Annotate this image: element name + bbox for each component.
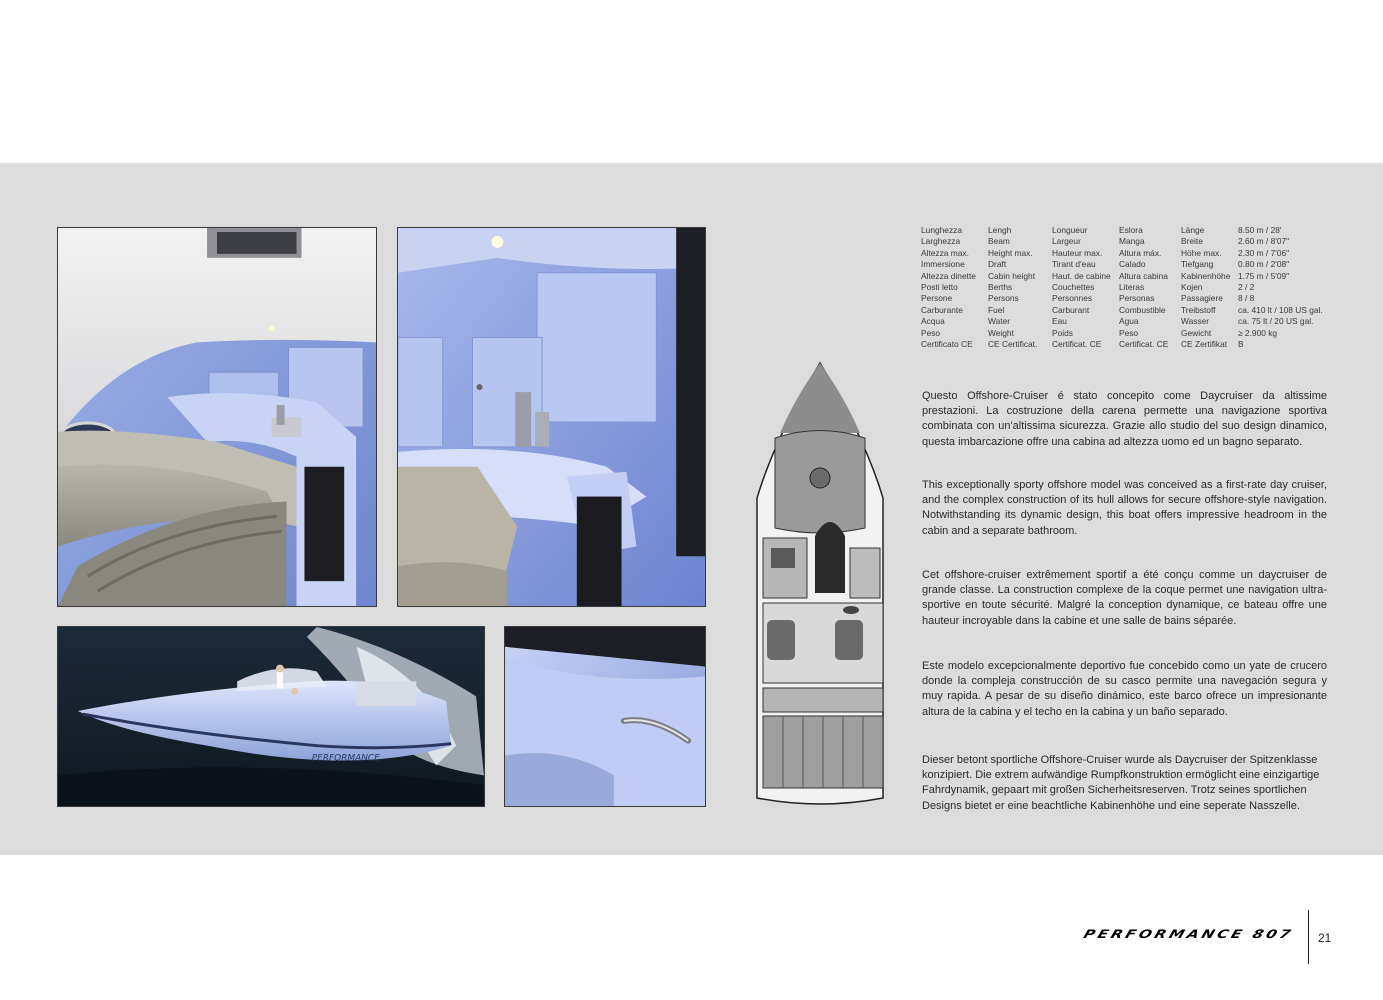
spec-row: [921, 328, 1323, 339]
spec-cell: Personas: [1119, 293, 1155, 304]
spec-cell: Persons: [988, 293, 1019, 304]
spec-row: [921, 282, 1323, 293]
spec-cell: Carburant: [1052, 304, 1090, 315]
spec-cell: CE Zertifikat: [1181, 339, 1228, 350]
spec-cell: Lunghezza: [921, 225, 962, 235]
spec-cell: Tiefgang: [1181, 259, 1214, 270]
spec-cell: Peso: [921, 327, 941, 338]
spec-cell: Larghezza: [921, 236, 961, 247]
spec-row: [921, 293, 1323, 304]
spec-cell: Immersione: [921, 259, 965, 270]
specifications-table: [921, 225, 1323, 350]
spec-cell: Berths: [988, 282, 1013, 293]
spec-cell: Certificato CE: [921, 339, 973, 350]
spec-cell: Posti letto: [921, 282, 958, 293]
spec-row: [921, 236, 1323, 247]
spec-cell: Certificat. CE: [1052, 339, 1102, 350]
spec-cell: Cabin height: [988, 270, 1036, 281]
spec-cell: Calado: [1119, 259, 1146, 270]
spec-cell: Weight: [988, 327, 1014, 338]
spec-cell: Altura máx.: [1119, 247, 1162, 258]
spec-cell: Longueur: [1052, 225, 1088, 235]
brand-logo: PERFORMANCE 807: [1081, 926, 1296, 942]
description-french: Cet offshore-cruiser extrêmement sportif a été conçu comme un daycruiser de grande classe. La construction complexe de la coque permet une navigation ultra-sportive en toute sécurité. Malgré la conception dynamique, ce bateau offre une hauteur incroyable dans la cabine et une salle de bains séparée.: [922, 569, 1327, 627]
spec-cell: Lengh: [988, 225, 1012, 235]
description-english: This exceptionally sporty offshore model was conceived as a first-rate day cruiser, and the complex construction of its hull allows for secure offshore-style navigation. Notwithstanding its dynamic design, this boat offers impressive headroom in the cabin and a separate bathroom.: [922, 479, 1327, 537]
spec-cell: ca. 410 lt / 108 US gal.: [1238, 304, 1323, 315]
spec-cell: CE Certificat.: [988, 339, 1038, 350]
spec-cell: Treibstoff: [1181, 304, 1216, 315]
spec-cell: Altezza max.: [921, 247, 969, 258]
spec-cell: Beam: [988, 236, 1010, 247]
spec-row: [921, 316, 1323, 327]
spec-cell: Höhe max.: [1181, 247, 1222, 258]
spec-cell: 2.30 m / 7'06": [1238, 247, 1290, 258]
spec-cell: Certificat. CE: [1119, 339, 1169, 350]
spec-cell: Personnes: [1052, 293, 1093, 304]
spec-cell: Draft: [988, 259, 1007, 270]
spec-cell: Peso: [1119, 327, 1139, 338]
spec-cell: Kojen: [1181, 282, 1203, 293]
spec-cell: Couchettes: [1052, 282, 1095, 293]
description-spanish: Este modelo excepcionalmente deportivo fue concebido como un yate de crucero donde la compleja construcción de su casco permite una navegación segura y muy rapida. A pesar de su diseño dinámico, este barco ofrece un impresionante altura de la cabina y el techo en la cabina y un baño separado.: [922, 660, 1327, 718]
spec-row: [921, 305, 1323, 316]
spec-cell: Combustible: [1119, 304, 1166, 315]
hull-logo-text: PERFORMANCE: [311, 753, 380, 764]
spec-cell: 0.80 m / 2'08": [1238, 259, 1290, 270]
spec-row: [921, 259, 1323, 270]
spec-cell: 2 / 2: [1238, 282, 1255, 293]
spec-cell: Persone: [921, 293, 953, 304]
spec-cell: Gewicht: [1181, 327, 1212, 338]
spec-cell: Height max.: [988, 247, 1033, 258]
spec-cell: Eslora: [1119, 225, 1143, 235]
description-german: Dieser betont sportliche Offshore-Cruiser wurde als Daycruiser der Spitzenklasse konzipiert. Die extrem aufwändige Rumpfkonstruktion ermöglicht eine einzigartige Fahrdynamik, gepaart mit großen Sicherheitsreserven. Trotz seines sportlichen Designs bietet er eine beachtliche Kabinenhöhe und eine seperate Nasszelle.: [922, 754, 1320, 812]
spec-cell: 8 / 8: [1238, 293, 1255, 304]
spec-row: [921, 248, 1323, 259]
description-italian: Questo Offshore-Cruiser é stato concepito come Daycruiser da altissime prestazioni. La costruzione della carena permette una navigazione sportiva combinata con un'altissima sicurezza. Grazie allo studio del suo design dinamico, questa imbarcazione offre una cabina ad altezza uomo ed un bagno separato.: [922, 390, 1327, 448]
spec-cell: 8.50 m / 28': [1238, 225, 1282, 235]
spec-cell: ca. 75 lt / 20 US gal.: [1238, 316, 1314, 327]
spec-cell: Eau: [1052, 316, 1067, 327]
spec-cell: Hauteur max.: [1052, 247, 1103, 258]
spec-cell: Altezza dinette: [921, 270, 976, 281]
spec-cell: Breite: [1181, 236, 1203, 247]
spec-cell: Acqua: [921, 316, 945, 327]
spec-cell: Carburante: [921, 304, 963, 315]
spec-cell: ≥ 2.900 kg: [1238, 327, 1278, 338]
spec-cell: Fuel: [988, 304, 1005, 315]
spec-cell: Passagiere: [1181, 293, 1223, 304]
spec-cell: Literas: [1119, 282, 1145, 293]
galley-interior-photo: [397, 227, 706, 607]
boat-running-photo: [57, 626, 485, 807]
spec-cell: Largeur: [1052, 236, 1081, 247]
spec-cell: 1.75 m / 5'09": [1238, 270, 1290, 281]
spec-cell: Water: [988, 316, 1011, 327]
spec-row: [921, 225, 1323, 236]
spec-cell: Haut. de cabine: [1052, 270, 1111, 281]
spec-row: [921, 339, 1323, 350]
page-number: 21: [1318, 931, 1332, 945]
spec-cell: Manga: [1119, 236, 1145, 247]
spec-cell: Wasser: [1181, 316, 1210, 327]
spec-cell: Kabinenhöhe: [1181, 270, 1231, 281]
spec-cell: Länge: [1181, 225, 1205, 235]
footer-divider: [1308, 910, 1309, 964]
deck-plan-drawing: [745, 358, 895, 813]
spec-cell: Agua: [1119, 316, 1139, 327]
cabin-interior-photo: [57, 227, 377, 607]
spec-cell: Tirant d'eau: [1052, 259, 1096, 270]
spec-cell: Poids: [1052, 327, 1073, 338]
handle-detail-photo: [504, 626, 706, 807]
spec-row: [921, 271, 1323, 282]
spec-cell: B: [1238, 339, 1244, 350]
spec-cell: Altura cabina: [1119, 270, 1168, 281]
spec-cell: 2.60 m / 8'07": [1238, 236, 1290, 247]
